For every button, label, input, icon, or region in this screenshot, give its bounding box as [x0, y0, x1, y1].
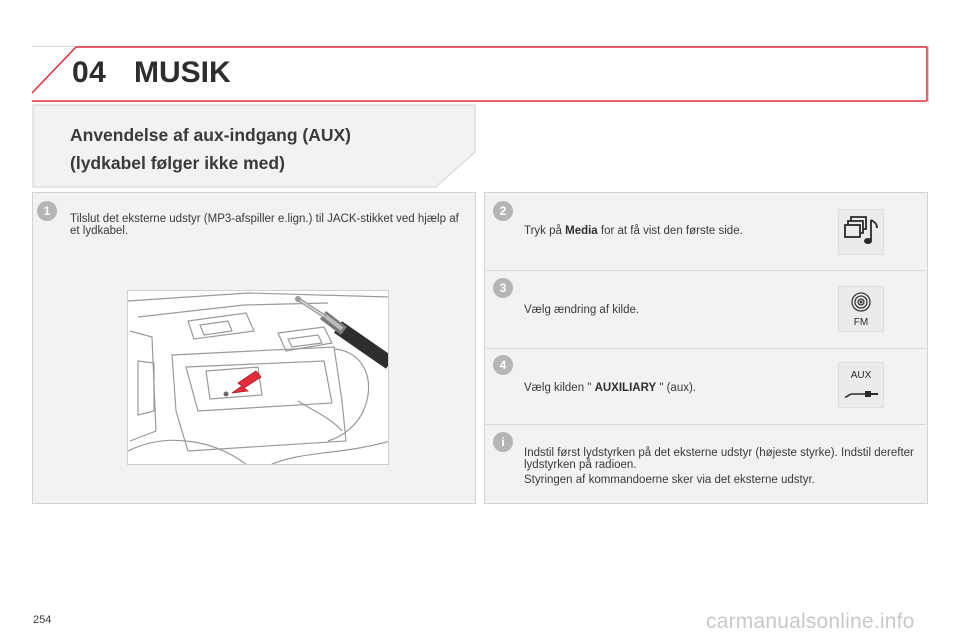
step-2-text-after: for at få vist den første side.: [597, 225, 743, 237]
arrow-icon: [232, 371, 261, 393]
step-divider: [486, 348, 926, 349]
source-button: [838, 286, 884, 332]
step-4-text-after: " (aux).: [656, 382, 696, 394]
aux-button: [838, 362, 884, 408]
step-1-text: Tilslut det eksterne udstyr (MP3-afspiller e.lign.) til JACK-stikket ved hjælp af et lydkabel.: [70, 213, 459, 237]
aux-label: AUX: [850, 370, 872, 381]
section-title-line-1: Anvendelse af aux-indgang (AUX): [70, 125, 352, 145]
step-4-badge: 4: [493, 355, 513, 375]
media-button: [838, 209, 884, 255]
info-icon: i: [493, 432, 513, 452]
step-3-text: Vælg ændring af kilde.: [524, 304, 640, 316]
step-3-badge: 3: [493, 278, 513, 298]
step-divider: [486, 424, 926, 425]
chapter-number: 04: [72, 56, 107, 89]
step-divider: [486, 270, 926, 271]
dashboard-jack-drawing: [128, 291, 389, 465]
watermark: carmanualsonline.info: [706, 610, 915, 633]
section-title: [70, 121, 351, 177]
step-2-text: [524, 225, 743, 237]
step-2-badge: 2: [493, 201, 513, 221]
step-4-text-bold: AUXILIARY: [594, 382, 657, 394]
aux-jack-illustration: [127, 290, 389, 465]
step-2-text-before: Tryk på: [524, 225, 566, 237]
jack-port: [224, 392, 229, 397]
info-text-2: Styringen af kommandoerne sker via det eksterne udstyr.: [524, 474, 815, 486]
media-music-icon: [839, 210, 883, 254]
chapter-title: MUSIK: [134, 56, 231, 89]
step-2-text-bold: Media: [565, 225, 598, 237]
step-4-text: [524, 382, 696, 394]
section-title-line-2: (lydkabel følger ikke med): [70, 153, 285, 173]
page-number: 254: [33, 614, 52, 626]
info-text-1: Indstil først lydstyrken på det eksterne udstyr (højeste styrke). Indstil derefter lydstyrken på radioen.: [524, 447, 914, 471]
fm-label: FM: [853, 317, 869, 328]
step-4-text-before: Vælg kilden ": [524, 382, 595, 394]
step-1-badge: 1: [37, 201, 57, 221]
aux-jack-icon: [839, 383, 883, 403]
